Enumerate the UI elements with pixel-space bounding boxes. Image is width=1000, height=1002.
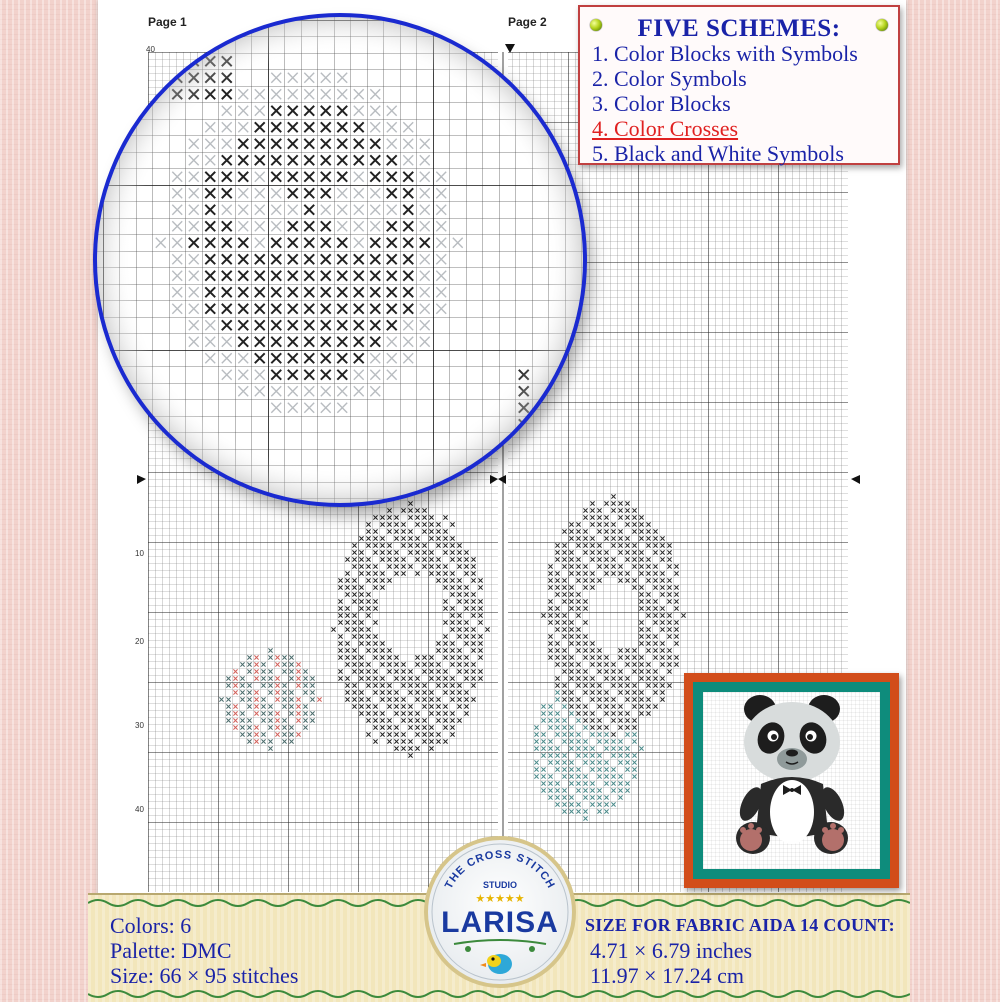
schemes-title: FIVE SCHEMES: [637, 15, 841, 42]
center-marker [505, 44, 515, 53]
page-2-label: Page 2 [508, 15, 547, 29]
scheme-item-highlighted: 4. Color Crosses [592, 116, 739, 141]
studio-logo-badge [424, 832, 576, 992]
center-marker [498, 475, 506, 484]
axis-number: 40 [146, 45, 155, 54]
scheme-item: 3. Color Blocks [592, 91, 731, 116]
stitch-cross [123, 40, 133, 50]
scheme-item: 5. Black and White Symbols [592, 141, 844, 166]
stitch-cross [123, 73, 133, 83]
stitch-size: Size: 66 × 95 stitches [110, 963, 299, 988]
stitch-cross [106, 23, 116, 33]
stitch-cross [106, 56, 116, 66]
stitch-cross [139, 56, 149, 66]
size-inches: 4.71 × 6.79 inches [590, 938, 753, 963]
axis-number: 20 [135, 637, 144, 646]
axis-number: 30 [135, 721, 144, 730]
axis-number: 40 [135, 805, 144, 814]
stitch-cross [189, 40, 199, 50]
page-1-label: Page 1 [148, 15, 187, 29]
logo-stars: ★★★★★ [475, 893, 525, 905]
center-marker [851, 475, 860, 484]
stitch-cross [156, 40, 166, 50]
center-marker [137, 475, 146, 484]
palette-name: Palette: DMC [110, 938, 232, 963]
logo-studio: STUDIO [482, 880, 518, 890]
fabric-size-title: SIZE FOR FABRIC AIDA 14 COUNT: [585, 915, 895, 935]
logo-name: LARISA [441, 906, 559, 939]
axis-number: 10 [135, 549, 144, 558]
panda-preview-image [703, 692, 880, 869]
logo-ring-text: THE CROSS STITCH [442, 848, 558, 891]
scheme-item: 2. Color Symbols [592, 66, 747, 91]
size-cm: 11.97 × 17.24 cm [590, 963, 744, 988]
schemes-panel [578, 5, 900, 165]
scheme-item: 1. Color Blocks with Symbols [592, 41, 858, 66]
panda-preview-frame [684, 673, 899, 888]
stitch-cross [205, 23, 215, 33]
colors-count: Colors: 6 [110, 913, 192, 938]
